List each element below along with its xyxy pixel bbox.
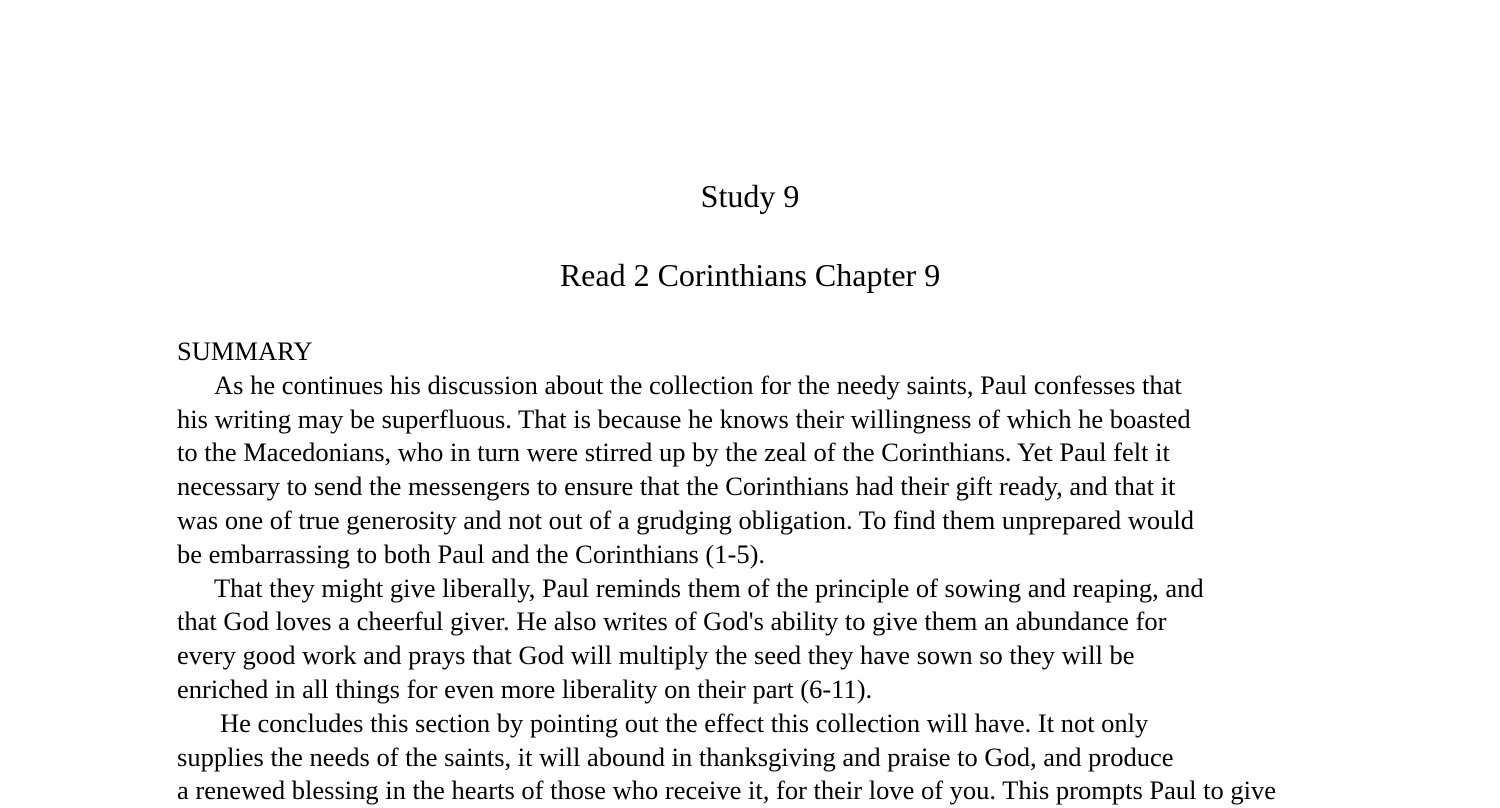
paragraph-line: every good work and prays that God will multiply the seed they have sown so they will be [177,640,1135,671]
paragraph-line: was one of true generosity and not out of a grudging obligation. To find them unprepared would [177,504,1194,535]
paragraph-line: As he continues his discussion about the collection for the needy saints, Paul confesses that [214,369,1182,400]
paragraph-line: supplies the needs of the saints, it will abound in thanksgiving and praise to God, and produce [177,741,1174,772]
paragraph-line: be embarrassing to both Paul and the Corinthians (1-5). [177,538,766,569]
study-heading: Study 9 [700,178,800,214]
paragraph-line: That they might give liberally, Paul reminds them of the principle of sowing and reaping, and [214,572,1204,603]
paragraph-line: his writing may be superfluous. That is because he knows their willingness of which he boasted [177,403,1191,434]
summary-label: SUMMARY [177,336,313,366]
paragraph-line: necessary to send the messengers to ensure that the Corinthians had their gift ready, and that it [177,471,1176,502]
paragraph-line: to the Macedonians, who in turn were stirred up by the zeal of the Corinthians. Yet Paul felt it [177,437,1170,468]
paragraph-line: that God loves a cheerful giver. He also writes of God's ability to give them an abundance for [177,606,1167,637]
summary-section [177,335,1327,808]
paragraph-line: He concludes this section by pointing out the effect this collection will have. It not only [220,707,1149,738]
paragraph-line: enriched in all things for even more liberality on their part (6-11). [177,673,873,704]
paragraph-line: a renewed blessing in the hearts of those who receive it, for their love of you. This prompts Paul to give [177,775,1276,806]
reading-heading: Read 2 Corinthians Chapter 9 [559,257,941,293]
